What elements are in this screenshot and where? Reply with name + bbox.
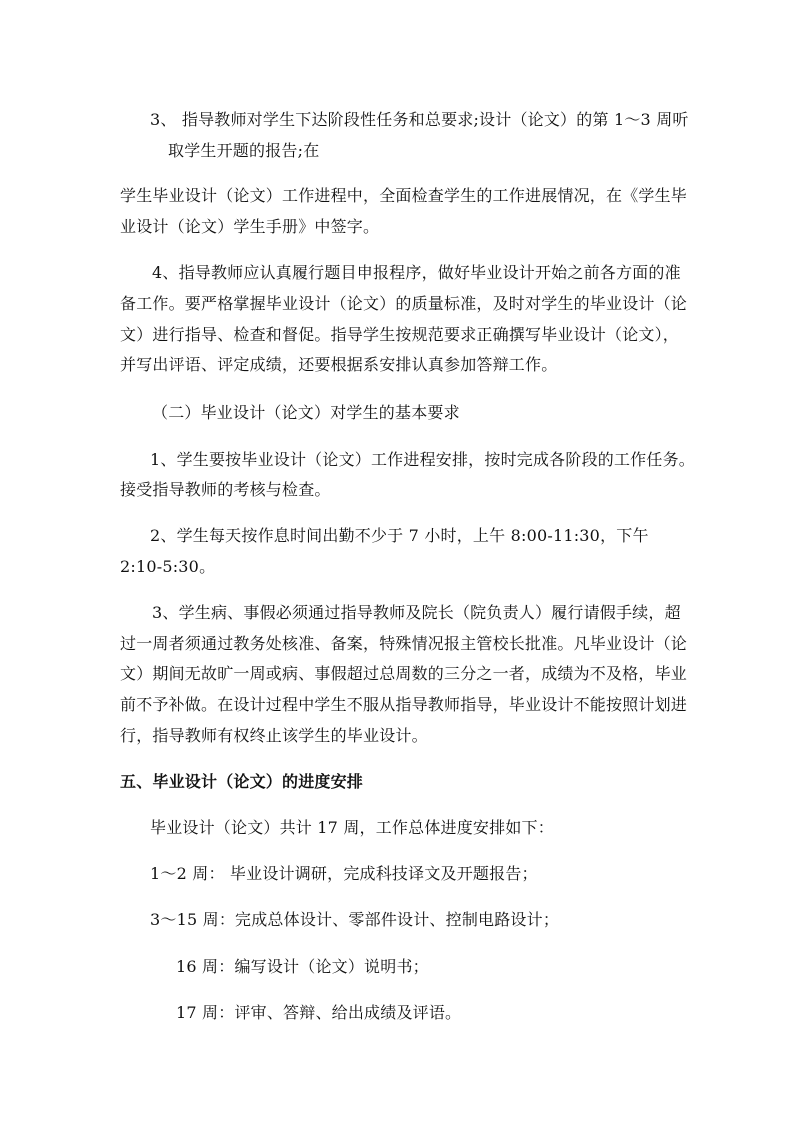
item3-cont-line2: 业设计（论文）学生手册》中签字。	[120, 217, 380, 236]
item4-line2: 备工作。要严格掌握毕业设计（论文）的质量标准，及时对学生的毕业设计（论	[120, 294, 688, 313]
schedule-item: 16 周：编写设计（论文）说明书；	[176, 957, 429, 976]
req1-line1: 1、学生要按毕业设计（论文）工作进程安排，按时完成各阶段的工作任务。	[150, 450, 695, 469]
section5-heading: 五、毕业设计（论文）的进度安排	[120, 772, 364, 791]
req3-line3: 文）期间无故旷一周或病、事假超过总周数的三分之一者，成绩为不及格，毕业	[120, 664, 688, 683]
req2-line1: 2、学生每天按作息时间出勤不少于 7 小时，上午 8:00-11:30，下午	[150, 526, 649, 545]
req1-line2: 接受指导教师的考核与检查。	[120, 480, 331, 499]
item4-line1: 4、指导教师应认真履行题目申报程序，做好毕业设计开始之前各方面的准	[152, 263, 681, 282]
req3-line4: 前不予补做。在设计过程中学生不服从指导教师指导，毕业设计不能按照计划进	[120, 695, 688, 714]
schedule-item: 1～2 周： 毕业设计调研，完成科技译文及开题报告；	[150, 864, 538, 883]
req3-line1: 3、学生病、事假必须通过指导教师及院长（院负责人）履行请假手续，超	[152, 603, 681, 622]
req3-line2: 过一周者须通过教务处核准、备案，特殊情况报主管校长批准。凡毕业设计（论	[120, 634, 688, 653]
req2-line2: 2:10-5:30。	[120, 557, 216, 576]
schedule-item: 3～15 周：完成总体设计、零部件设计、控制电路设计；	[150, 910, 560, 929]
req3-line5: 行，指导教师有权终止该学生的毕业设计。	[120, 726, 428, 745]
item4-line3: 文）进行指导、检查和督促。指导学生按规范要求正确撰写毕业设计（论文），	[120, 325, 680, 344]
item3-cont-line1: 学生毕业设计（论文）工作进程中，全面检查学生的工作进展情况，在《学生毕	[120, 186, 688, 205]
item4-line4: 并写出评语、评定成绩，还要根据系安排认真参加答辩工作。	[120, 355, 558, 374]
item3-line2: 取学生开题的报告;在	[168, 141, 320, 160]
item3-line1: 3、 指导教师对学生下达阶段性任务和总要求;设计（论文）的第 1～3 周听	[150, 110, 689, 129]
schedule-intro: 毕业设计（论文）共计 17 周，工作总体进度安排如下：	[150, 818, 554, 837]
section2-heading: （二）毕业设计（论文）对学生的基本要求	[152, 403, 460, 422]
schedule-item: 17 周：评审、答辩、给出成绩及评语。	[176, 1003, 462, 1022]
